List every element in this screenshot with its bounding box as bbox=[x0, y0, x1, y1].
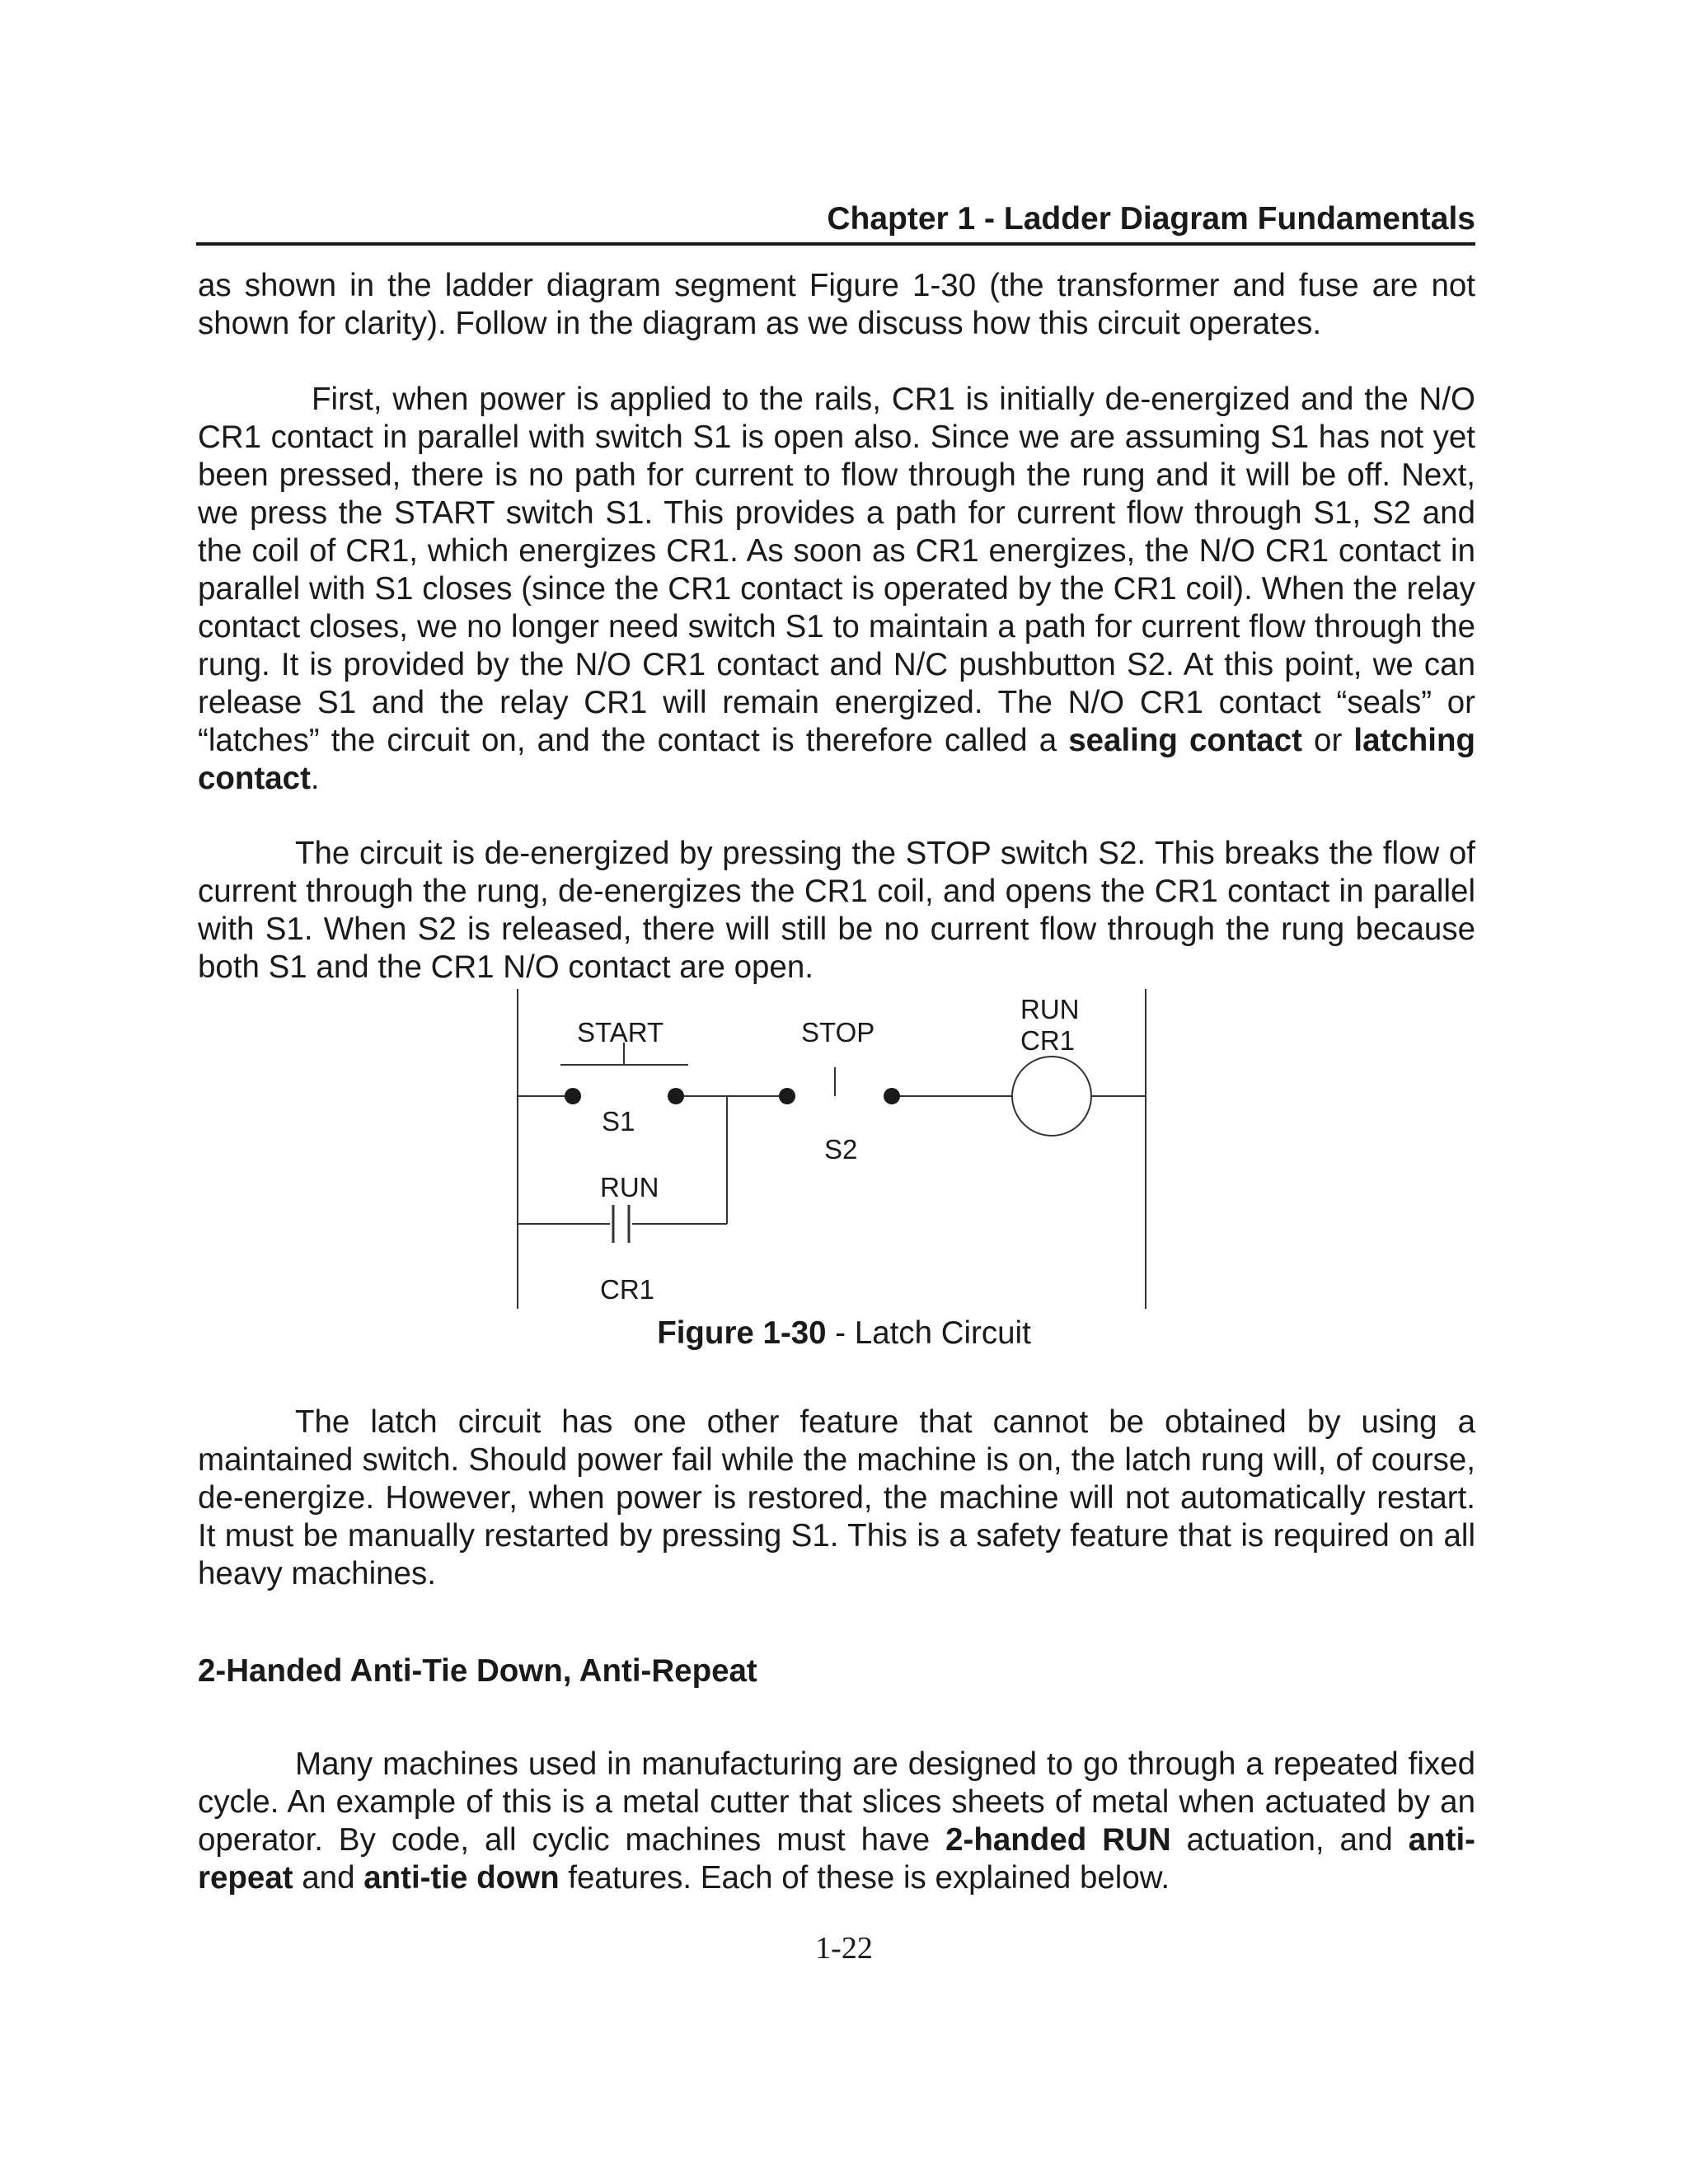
page-header bbox=[196, 196, 1475, 246]
chapter-title: Chapter 1 - Ladder Diagram Fundamentals bbox=[827, 201, 1475, 237]
label-cr1-top: CR1 bbox=[1020, 1025, 1076, 1056]
s1-contact-left bbox=[565, 1088, 581, 1104]
label-s1: S1 bbox=[602, 1106, 635, 1137]
paragraph-operation-text: First, when power is applied to the rails, CR1 is initially de-energized and the N/O CR1 contact in parallel with switch S1 is open also. Since we are assuming S1 has not yet been pressed, there is no path for current to flow through the rung and it will be off. Next, we press the START switch S1. This provides a path for current flow through S1, S2 and the coil of CR1, which energizes CR1. As soon as CR1 energizes, the N/O CR1 contact in parallel with S1 closes (since the CR1 contact is operated by the CR1 coil). When the relay contact closes, we no longer need switch S1 to maintain a path for current flow through the rung. It is provided by the N/O CR1 contact and N/C pushbutton S2. At this point, we can release S1 and the relay CR1 will remain energized. The N/O CR1 contact “seals” or “latches” the circuit on, and the contact is therefore called a bbox=[198, 382, 1475, 758]
figure-title: - Latch Circuit bbox=[826, 1315, 1031, 1351]
label-start: START bbox=[577, 1017, 664, 1047]
paragraph-operation-or: or bbox=[1301, 723, 1354, 758]
label-stop: STOP bbox=[801, 1017, 875, 1047]
term-anti-repeat: anti-repeat bbox=[198, 1822, 1476, 1896]
label-run-top: RUN bbox=[1020, 994, 1080, 1024]
s2-contact-right bbox=[884, 1088, 900, 1104]
label-s2: S2 bbox=[824, 1134, 858, 1165]
latch-circuit-diagram bbox=[511, 989, 1170, 1319]
paragraph-safety: The latch circuit has one other feature that cannot be obtained by using a maintained switch. Should power fail while the machine is on, the latch rung will, of course, de-energize. However, when power is restored, the machine will not automatically restart. It must be manually restarted by pressing S1. This is a safety feature that is required on all heavy machines. bbox=[198, 1404, 1475, 1591]
paragraph-cyclic-machines bbox=[198, 1746, 1475, 1897]
term-2-handed-run: 2-handed RUN bbox=[945, 1822, 1171, 1858]
s2-contact-left bbox=[779, 1088, 795, 1104]
page-number: 1-22 bbox=[815, 1931, 873, 1966]
paragraph-cyclic-text-c: actuation, and bbox=[1170, 1822, 1409, 1858]
term-anti-tie-down: anti-tie down bbox=[363, 1860, 560, 1896]
label-cr1-bottom: CR1 bbox=[600, 1274, 655, 1305]
s1-contact-right bbox=[668, 1088, 684, 1104]
paragraph-cyclic-text-a: Many machines used in manufacturing are designed to go through a repeated fixed cycle. An example of this is a metal cutter that slices sheets of metal when actuated by an operator. By code, all cyclic machines must have bbox=[198, 1746, 1475, 1858]
figure-caption bbox=[0, 1315, 1688, 1352]
paragraph-intro: as shown in the ladder diagram segment Figure 1-30 (the transformer and fuse are not shown for clarity). Follow in the diagram as we discuss how this circuit operates. bbox=[198, 268, 1475, 341]
paragraph-cyclic-text-d: and bbox=[293, 1860, 364, 1896]
section-heading: 2-Handed Anti-Tie Down, Anti-Repeat bbox=[198, 1653, 757, 1689]
paragraph-operation-end: . bbox=[310, 761, 320, 796]
latching-contact-term: latching contact bbox=[198, 723, 1475, 796]
paragraph-deenergize: The circuit is de-energized by pressing the STOP switch S2. This breaks the flow of current through the rung, de-energizes the CR1 coil, and opens the CR1 contact in parallel with S1. When S2 is released, there will still be no current flow through the rung because both S1 and the CR1 N/O contact are open. bbox=[198, 836, 1475, 985]
cr1-coil bbox=[1012, 1057, 1091, 1136]
label-run-bottom: RUN bbox=[600, 1172, 659, 1202]
sealing-contact-term: sealing contact bbox=[1068, 723, 1302, 758]
paragraph-cyclic-text-e: features. Each of these is explained below. bbox=[559, 1860, 1170, 1896]
paragraph-operation bbox=[198, 381, 1475, 798]
figure-number: Figure 1-30 bbox=[657, 1315, 827, 1351]
